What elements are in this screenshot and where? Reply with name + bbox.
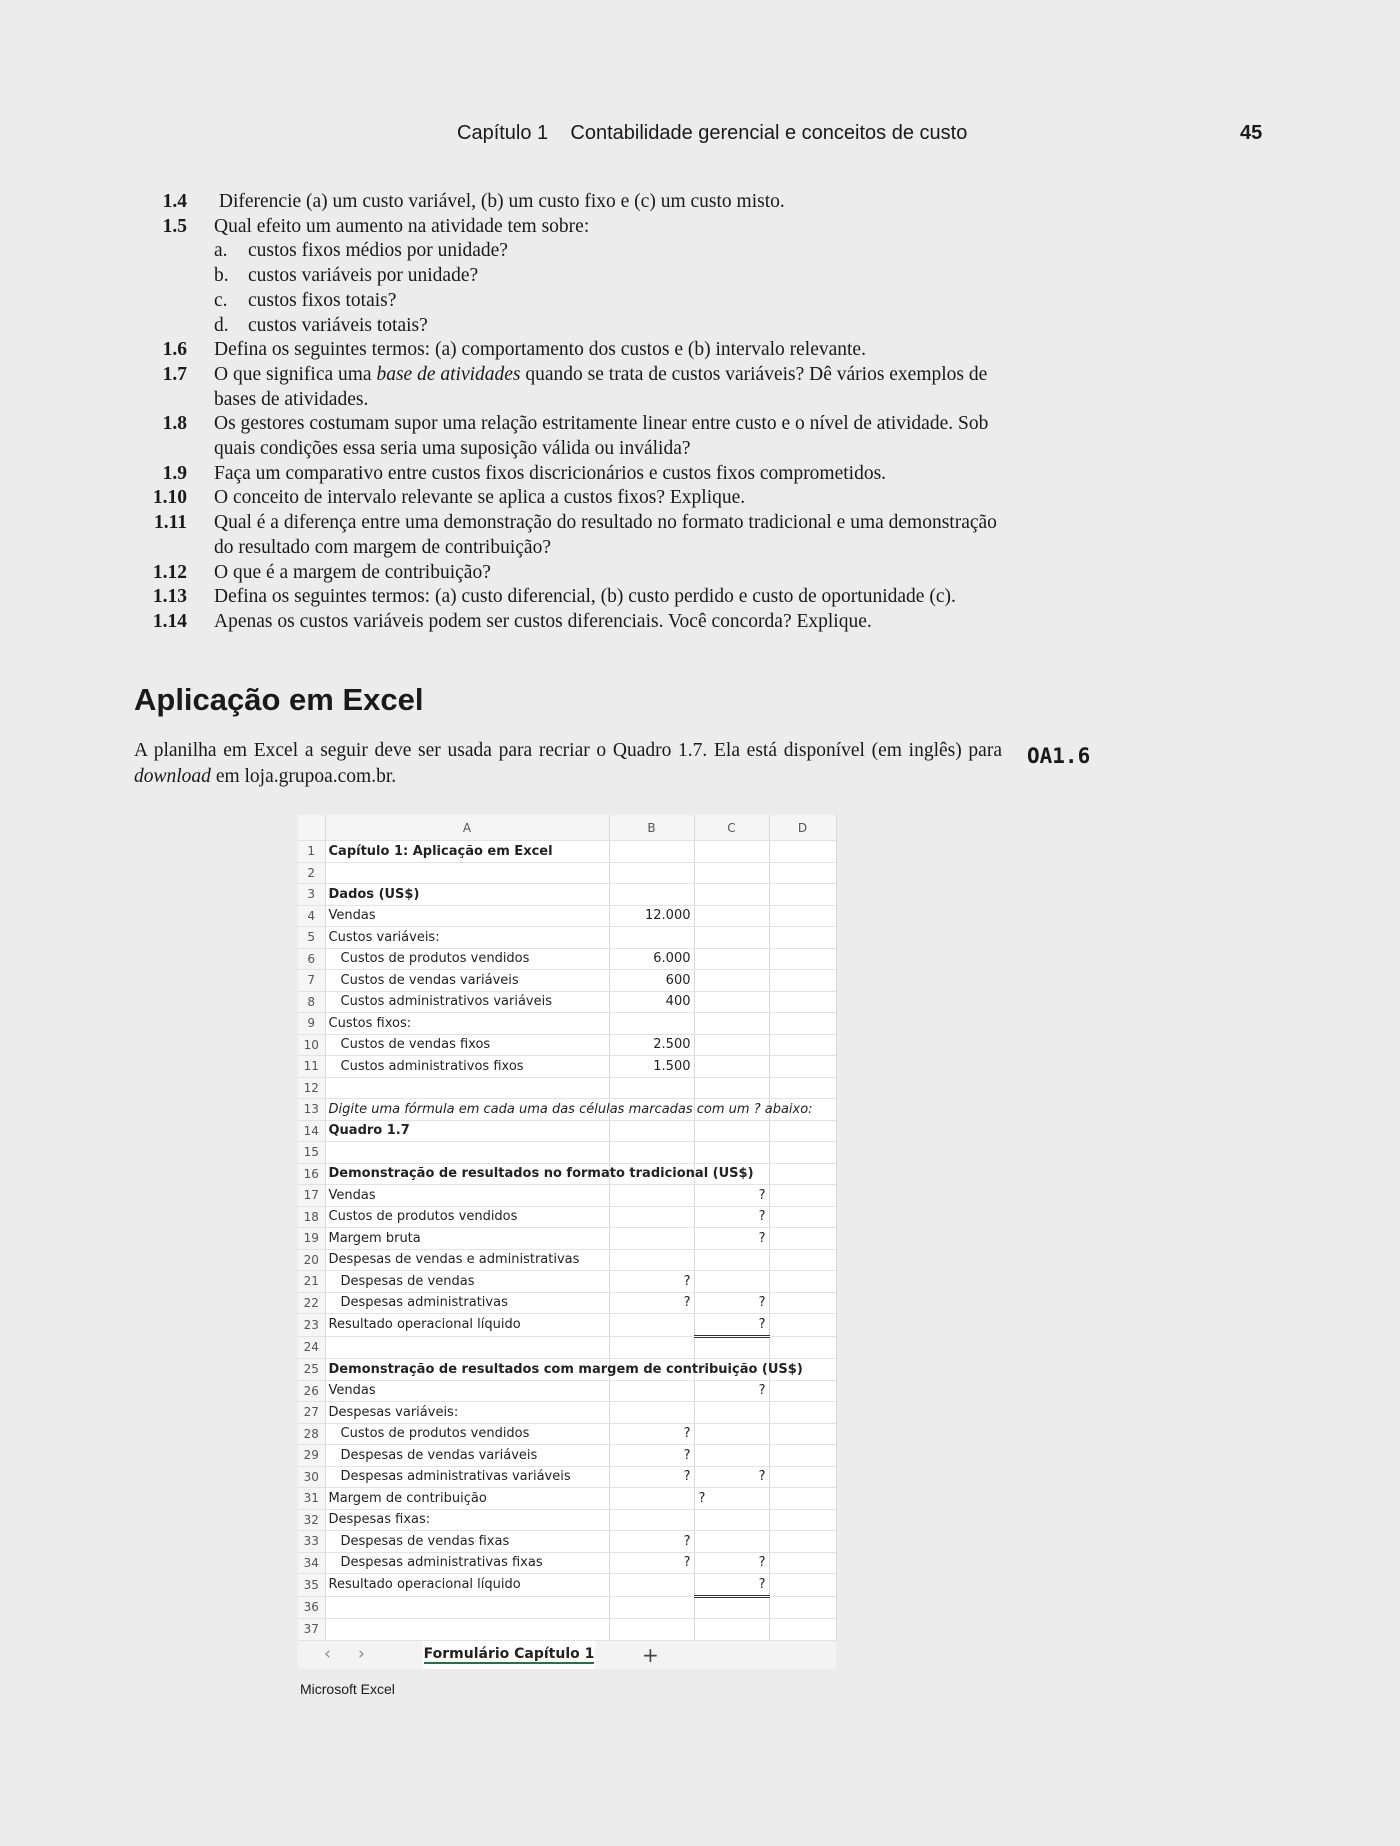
cell-b[interactable] (609, 1120, 694, 1142)
sheet-row (298, 1249, 836, 1271)
sheet-row (298, 1466, 836, 1488)
cell-c[interactable] (694, 970, 769, 992)
row-header[interactable]: 1 (298, 841, 325, 863)
cell-b[interactable] (609, 884, 694, 906)
row-header[interactable]: 27 (298, 1402, 325, 1424)
question-item (0, 585, 1400, 610)
sheet-row (298, 1380, 836, 1402)
question-number: 1.4 (162, 191, 187, 212)
cell-b[interactable] (609, 1402, 694, 1424)
cell-d[interactable] (769, 1619, 836, 1641)
sheet-row (298, 1013, 836, 1035)
cell-a[interactable]: Margem bruta (325, 1228, 609, 1250)
plus-icon[interactable]: + (642, 1643, 659, 1667)
select-all-corner[interactable] (298, 815, 325, 841)
cell-d[interactable] (769, 1531, 836, 1553)
cell-a[interactable]: Vendas (325, 905, 609, 927)
cell-b[interactable]: 600 (609, 970, 694, 992)
cell-a[interactable]: Despesas fixas: (325, 1509, 609, 1531)
row-header[interactable]: 23 (298, 1314, 325, 1337)
question-number: 1.6 (162, 339, 187, 361)
cell-b[interactable] (609, 1574, 694, 1597)
sheet-row (298, 1596, 836, 1619)
row-header[interactable]: 9 (298, 1013, 325, 1035)
cell-d[interactable] (769, 1013, 836, 1035)
sheet-row (298, 1509, 836, 1531)
subitem-text: custos variáveis totais? (248, 314, 428, 336)
sheet-row (298, 970, 836, 992)
cell-c[interactable] (694, 948, 769, 970)
cell-c[interactable] (694, 884, 769, 906)
cell-b[interactable] (609, 1142, 694, 1164)
row-header[interactable]: 31 (298, 1488, 325, 1510)
row-header[interactable]: 32 (298, 1509, 325, 1531)
sheet-tab-label: Formulário Capítulo 1 (423, 1646, 595, 1662)
subitem-letter: c. (214, 289, 228, 311)
row-header[interactable]: 3 (298, 884, 325, 906)
sheet-tab-bar (298, 1641, 836, 1669)
cell-a[interactable] (325, 1142, 609, 1164)
sheet-row (298, 1185, 836, 1207)
cell-a[interactable]: Dados (US$) (325, 884, 609, 906)
cell-c[interactable]: ? (694, 1488, 769, 1510)
subitem-text: custos fixos médios por unidade? (248, 240, 508, 262)
cell-c[interactable] (694, 1120, 769, 1142)
cell-c[interactable] (694, 1034, 769, 1056)
cell-b[interactable] (609, 1380, 694, 1402)
cell-d[interactable] (769, 1488, 836, 1510)
section-heading: Aplicação em Excel (134, 682, 424, 717)
row-header[interactable]: 28 (298, 1423, 325, 1445)
cell-b[interactable]: ? (609, 1466, 694, 1488)
sheet-row (298, 1423, 836, 1445)
column-header-d[interactable]: D (769, 815, 836, 841)
cell-c[interactable] (694, 1249, 769, 1271)
question-text: Defina os seguintes termos: (a) comportamento dos custos e (b) intervalo relevante. (214, 339, 866, 361)
row-header[interactable]: 18 (298, 1206, 325, 1228)
row-header[interactable]: 20 (298, 1249, 325, 1271)
question-number: 1.7 (162, 363, 187, 385)
cell-d[interactable] (769, 1574, 836, 1597)
question-text-part: O que significa uma (214, 363, 377, 385)
cell-c[interactable] (694, 1056, 769, 1078)
question-number: 1.13 (152, 586, 187, 608)
sheet-grid[interactable] (298, 815, 837, 1641)
cell-b[interactable]: 1.500 (609, 1056, 694, 1078)
row-header[interactable]: 30 (298, 1466, 325, 1488)
subitem-text: custos variáveis por unidade? (248, 265, 479, 287)
question-item (0, 511, 1400, 560)
row-header[interactable]: 29 (298, 1445, 325, 1467)
row-header[interactable]: 7 (298, 970, 325, 992)
question-text-part: quando se trata de custos variáveis? Dê vários exemplos de bases de atividades. (214, 363, 993, 410)
cell-d[interactable] (769, 948, 836, 970)
cell-c[interactable] (694, 991, 769, 1013)
question-item (0, 363, 1400, 412)
cell-d[interactable] (769, 1185, 836, 1207)
question-text: O que é a margem de contribuição? (214, 561, 491, 583)
cell-d[interactable] (769, 1271, 836, 1293)
sheet-row (298, 1619, 836, 1641)
cell-c[interactable] (694, 1531, 769, 1553)
cell-d[interactable] (769, 1445, 836, 1467)
sheet-row (298, 1292, 836, 1314)
row-header[interactable]: 2 (298, 862, 325, 884)
question-number: 1.5 (162, 215, 187, 237)
subitem-letter: a. (214, 240, 228, 262)
question-number: 1.11 (153, 512, 187, 534)
cell-a[interactable]: Custos fixos: (325, 1013, 609, 1035)
sheet-row (298, 948, 836, 970)
row-header[interactable]: 26 (298, 1380, 325, 1402)
sheet-row (298, 1402, 836, 1424)
question-text: Os gestores costumam supor uma relação estritamente linear entre custo e o nível de atividade. Sob quais condições essa seria uma suposição válida ou inválida? (214, 413, 994, 460)
cell-c[interactable]: ? (694, 1466, 769, 1488)
cell-c[interactable] (694, 1402, 769, 1424)
row-header[interactable]: 14 (298, 1120, 325, 1142)
learning-objective-badge: OA1.6 (1027, 744, 1091, 768)
cell-a[interactable]: Custos de vendas fixos (325, 1034, 609, 1056)
sheet-row (298, 991, 836, 1013)
sheet-row (298, 1034, 836, 1056)
cell-d[interactable] (769, 1466, 836, 1488)
cell-a[interactable] (325, 1336, 609, 1359)
cell-d[interactable] (769, 1336, 836, 1359)
cell-b[interactable] (609, 1336, 694, 1359)
cell-d[interactable] (769, 862, 836, 884)
question-item (0, 412, 1400, 461)
sheet-row (298, 905, 836, 927)
cell-d[interactable] (769, 841, 836, 863)
sheet-row (298, 1574, 836, 1597)
cell-c[interactable]: ? (694, 1552, 769, 1574)
sheet-row (298, 884, 836, 906)
cell-d[interactable] (769, 1423, 836, 1445)
cell-c[interactable]: ? (694, 1380, 769, 1402)
cell-b[interactable]: 2.500 (609, 1034, 694, 1056)
question-item (0, 462, 1400, 487)
cell-b[interactable]: ? (609, 1445, 694, 1467)
cell-d[interactable] (769, 927, 836, 949)
cell-b[interactable]: ? (609, 1531, 694, 1553)
question-text: Qual é a diferença entre uma demonstração do resultado no formato tradicional e uma demonstração do resultado com margem de contribuição? (214, 512, 1002, 558)
cell-a[interactable]: Custos administrativos fixos (325, 1056, 609, 1078)
cell-c[interactable] (694, 841, 769, 863)
question-emphasis: base de atividades (376, 363, 521, 385)
sheet-row (298, 1445, 836, 1467)
sheet-row (298, 1314, 836, 1337)
question-item (0, 610, 1400, 635)
cell-b[interactable] (609, 1488, 694, 1510)
cell-b[interactable]: ? (609, 1423, 694, 1445)
column-header-a[interactable]: A (325, 815, 609, 841)
row-header[interactable]: 13 (298, 1099, 325, 1121)
row-header[interactable]: 34 (298, 1552, 325, 1574)
cell-d[interactable] (769, 1034, 836, 1056)
cell-b[interactable]: 6.000 (609, 948, 694, 970)
cell-d[interactable] (769, 905, 836, 927)
cell-a[interactable]: Despesas variáveis: (325, 1402, 609, 1424)
question-number: 1.14 (152, 610, 187, 632)
question-item (0, 338, 1400, 363)
excel-spreadsheet[interactable] (298, 815, 836, 1669)
cell-c[interactable]: ? (694, 1206, 769, 1228)
cell-c[interactable] (694, 1509, 769, 1531)
sheet-row (298, 1552, 836, 1574)
question-text (214, 363, 1014, 412)
cell-d[interactable] (769, 884, 836, 906)
subitem-letter: d. (214, 314, 229, 336)
sheet-row (298, 1056, 836, 1078)
cell-b[interactable]: ? (609, 1552, 694, 1574)
page-number: 45 (1240, 122, 1263, 144)
sheet-row (298, 841, 836, 863)
row-header[interactable]: 22 (298, 1292, 325, 1314)
row-header[interactable]: 6 (298, 948, 325, 970)
cell-a[interactable]: Vendas (325, 1380, 609, 1402)
chapter-title: Capítulo 1 Contabilidade gerencial e conceitos de custo (457, 122, 968, 144)
cell-a[interactable] (325, 1619, 609, 1641)
cell-d[interactable] (769, 1596, 836, 1619)
cell-a[interactable]: Vendas (325, 1185, 609, 1207)
cell-a[interactable]: Demonstração de resultados no formato tradicional (US$) (325, 1163, 609, 1185)
cell-c[interactable]: ? (694, 1228, 769, 1250)
cell-a[interactable]: Custos de produtos vendidos (325, 1423, 609, 1445)
question-subitem (214, 239, 1400, 264)
cell-c[interactable]: ? (694, 1314, 769, 1337)
sheet-row (298, 1163, 836, 1185)
row-header[interactable]: 37 (298, 1619, 325, 1641)
cell-b[interactable] (609, 841, 694, 863)
cell-c[interactable] (694, 1271, 769, 1293)
cell-b[interactable] (609, 1596, 694, 1619)
question-item (0, 215, 1400, 240)
cell-a[interactable]: Margem de contribuição (325, 1488, 609, 1510)
cell-c[interactable] (694, 1445, 769, 1467)
question-text: O conceito de intervalo relevante se aplica a custos fixos? Explique. (214, 487, 746, 509)
cell-a[interactable]: Despesas administrativas fixas (325, 1552, 609, 1574)
cell-a[interactable]: Custos variáveis: (325, 927, 609, 949)
sheet-row (298, 1120, 836, 1142)
cell-d[interactable] (769, 1380, 836, 1402)
sheet-row (298, 1099, 836, 1121)
sheet-row (298, 1531, 836, 1553)
intro-text-end: em loja.grupoa.com.br. (210, 766, 397, 787)
sheet-row (298, 927, 836, 949)
question-subitem (214, 314, 1400, 339)
question-subitem (214, 289, 1400, 314)
cell-b[interactable] (609, 1077, 694, 1099)
review-questions (0, 190, 1400, 635)
cell-c[interactable] (694, 1077, 769, 1099)
row-header[interactable]: 24 (298, 1336, 325, 1359)
cell-a[interactable]: Resultado operacional líquido (325, 1574, 609, 1597)
cell-c[interactable] (694, 1336, 769, 1359)
cell-b[interactable] (609, 1249, 694, 1271)
cell-a[interactable]: Custos de vendas variáveis (325, 970, 609, 992)
sheet-row (298, 1488, 836, 1510)
cell-b[interactable] (609, 1509, 694, 1531)
cell-d[interactable] (769, 1077, 836, 1099)
cell-b[interactable] (609, 862, 694, 884)
cell-d[interactable] (769, 1292, 836, 1314)
row-header[interactable]: 19 (298, 1228, 325, 1250)
cell-d[interactable] (769, 1228, 836, 1250)
sheet-row (298, 1142, 836, 1164)
cell-a[interactable]: Despesas de vendas fixas (325, 1531, 609, 1553)
cell-a[interactable]: Quadro 1.7 (325, 1120, 609, 1142)
sheet-row (298, 862, 836, 884)
cell-c[interactable]: ? (694, 1292, 769, 1314)
section-intro (134, 738, 1002, 790)
row-header[interactable]: 16 (298, 1163, 325, 1185)
row-header[interactable]: 15 (298, 1142, 325, 1164)
cell-c[interactable] (694, 1423, 769, 1445)
cell-c[interactable] (694, 905, 769, 927)
question-text: Defina os seguintes termos: (a) custo diferencial, (b) custo perdido e custo de oportunidade (c). (214, 586, 956, 608)
cell-a[interactable]: Despesas administrativas variáveis (325, 1466, 609, 1488)
cell-c[interactable] (694, 1142, 769, 1164)
cell-d[interactable] (769, 1056, 836, 1078)
question-number: 1.10 (152, 487, 187, 509)
cell-a[interactable]: Digite uma fórmula em cada uma das células marcadas com um ? abaixo: (325, 1099, 609, 1121)
cell-b[interactable]: ? (609, 1292, 694, 1314)
row-header[interactable]: 17 (298, 1185, 325, 1207)
sheet-tab[interactable] (423, 1641, 595, 1669)
cell-d[interactable] (769, 970, 836, 992)
cell-b[interactable]: ? (609, 1271, 694, 1293)
cell-a[interactable]: Custos de produtos vendidos (325, 1206, 609, 1228)
cell-d[interactable] (769, 1402, 836, 1424)
cell-b[interactable] (609, 1619, 694, 1641)
cell-c[interactable] (694, 927, 769, 949)
question-item (0, 190, 1400, 215)
cell-c[interactable] (694, 1619, 769, 1641)
row-header[interactable]: 8 (298, 991, 325, 1013)
cell-a[interactable] (325, 862, 609, 884)
cell-b[interactable] (609, 1228, 694, 1250)
question-number: 1.9 (162, 462, 187, 484)
cell-b[interactable] (609, 1013, 694, 1035)
cell-a[interactable]: Capítulo 1: Aplicação em Excel (325, 841, 609, 863)
question-text: Qual efeito um aumento na atividade tem sobre: (214, 215, 590, 237)
row-header[interactable]: 21 (298, 1271, 325, 1293)
cell-a[interactable] (325, 1077, 609, 1099)
cell-b[interactable] (609, 927, 694, 949)
cell-d[interactable] (769, 1142, 836, 1164)
cell-a[interactable]: Despesas de vendas e administrativas (325, 1249, 609, 1271)
cell-d[interactable] (769, 1120, 836, 1142)
image-credit: Microsoft Excel (300, 1681, 395, 1697)
cell-d[interactable] (769, 1163, 836, 1185)
question-subitem (214, 264, 1400, 289)
question-number: 1.12 (152, 561, 187, 583)
question-item (0, 486, 1400, 511)
question-item (0, 561, 1400, 586)
row-header[interactable]: 36 (298, 1596, 325, 1619)
sheet-row (298, 1077, 836, 1099)
cell-b[interactable] (609, 1206, 694, 1228)
row-header[interactable]: 11 (298, 1056, 325, 1078)
running-head (0, 122, 1400, 150)
sheet-row (298, 1228, 836, 1250)
cell-d[interactable] (769, 1314, 836, 1337)
cell-d[interactable] (769, 1206, 836, 1228)
cell-b[interactable] (609, 1185, 694, 1207)
column-header-b[interactable]: B (609, 815, 694, 841)
row-header[interactable]: 35 (298, 1574, 325, 1597)
question-text: Apenas os custos variáveis podem ser custos diferenciais. Você concorda? Explique. (214, 610, 872, 632)
cell-c[interactable]: ? (694, 1574, 769, 1597)
cell-a[interactable]: Custos de produtos vendidos (325, 948, 609, 970)
row-header[interactable]: 10 (298, 1034, 325, 1056)
cell-d[interactable] (769, 1509, 836, 1531)
cell-b[interactable]: 12.000 (609, 905, 694, 927)
cell-a[interactable]: Demonstração de resultados com margem de contribuição (US$) (325, 1359, 609, 1381)
intro-emphasis: download (134, 766, 211, 787)
cell-a[interactable]: Custos administrativos variáveis (325, 991, 609, 1013)
sheet-row (298, 1206, 836, 1228)
cell-a[interactable]: Despesas de vendas (325, 1271, 609, 1293)
chevron-left-icon[interactable]: ‹ (324, 1644, 331, 1664)
cell-d[interactable] (769, 1552, 836, 1574)
cell-c[interactable] (694, 1013, 769, 1035)
cell-b[interactable] (609, 1314, 694, 1337)
subitem-text: custos fixos totais? (248, 289, 397, 311)
row-header[interactable]: 25 (298, 1359, 325, 1381)
subitem-letter: b. (214, 265, 229, 287)
question-text: Diferencie (a) um custo variável, (b) um custo fixo e (c) um custo misto. (214, 191, 785, 212)
sheet-row (298, 1359, 836, 1381)
row-header[interactable]: 4 (298, 905, 325, 927)
cell-c[interactable]: ? (694, 1185, 769, 1207)
column-header-c[interactable]: C (694, 815, 769, 841)
sheet-row (298, 1271, 836, 1293)
row-header[interactable]: 33 (298, 1531, 325, 1553)
chevron-right-icon[interactable]: › (358, 1644, 365, 1664)
cell-a[interactable]: Despesas administrativas (325, 1292, 609, 1314)
row-header[interactable]: 5 (298, 927, 325, 949)
question-text: Faça um comparativo entre custos fixos discricionários e custos fixos comprometidos. (214, 462, 887, 484)
cell-a[interactable]: Despesas de vendas variáveis (325, 1445, 609, 1467)
cell-a[interactable] (325, 1596, 609, 1619)
intro-text: A planilha em Excel a seguir deve ser usada para recriar o Quadro 1.7. Ela está disponível (em inglês) para (134, 740, 1002, 761)
row-header[interactable]: 12 (298, 1077, 325, 1099)
cell-c[interactable] (694, 1596, 769, 1619)
cell-d[interactable] (769, 1249, 836, 1271)
cell-c[interactable] (694, 862, 769, 884)
cell-a[interactable]: Resultado operacional líquido (325, 1314, 609, 1337)
sheet-row (298, 1336, 836, 1359)
question-number: 1.8 (162, 413, 187, 435)
cell-d[interactable] (769, 991, 836, 1013)
cell-b[interactable]: 400 (609, 991, 694, 1013)
